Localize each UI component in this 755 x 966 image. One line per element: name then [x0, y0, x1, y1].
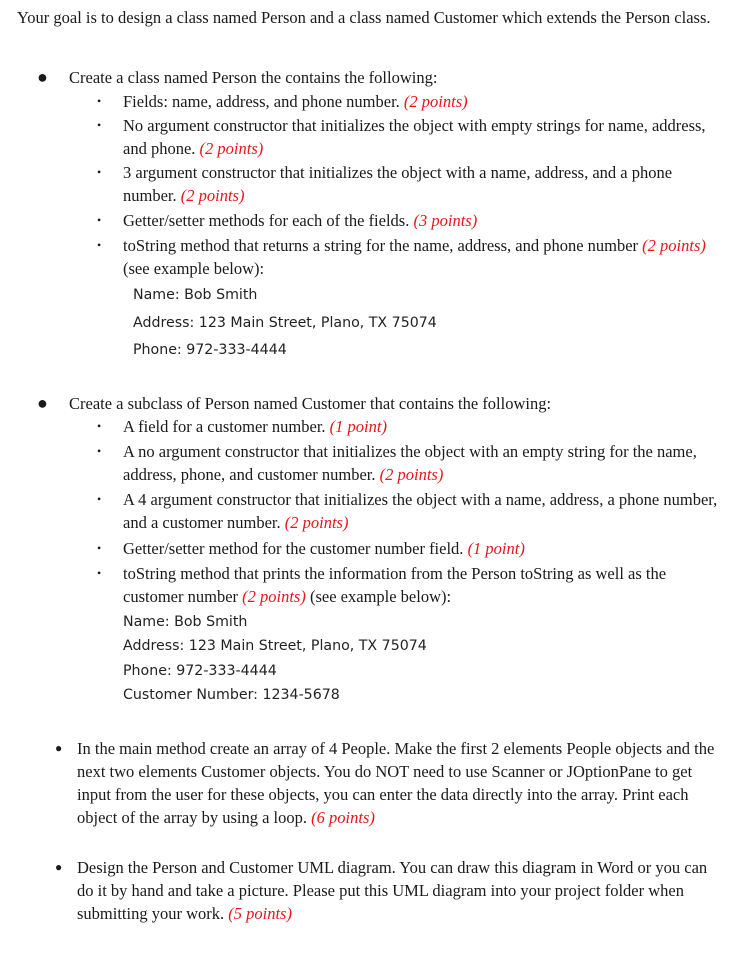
example-line: Address: 123 Main Street, Plano, TX 75074	[123, 638, 427, 654]
main-method-paragraph: In the main method create an array of 4 People. Make the first 2 elements People objects and the next two elements Customer objects. You do NOT need to use Scanner or JOptionPane to get input from the user for these objects, you can enter the data directly into the array. Print each object of the array by using a loop. (6 points)	[77, 739, 715, 827]
points-label: (5 points)	[228, 904, 292, 923]
points-label: (1 point)	[467, 539, 525, 558]
example-line: Address: 123 Main Street, Plano, TX 75074	[133, 315, 437, 331]
uml-paragraph: Design the Person and Customer UML diagram. You can draw this diagram in Word or you can do it by hand and take a picture. Please put this UML diagram into your project folder when submitting your work. (5 points)	[77, 858, 708, 923]
customer-section-heading: Create a subclass of Person named Customer that contains the following:	[69, 394, 552, 413]
customer-item: Getter/setter method for the customer number field. (1 point)	[123, 539, 525, 558]
sub-bullet-icon: •	[97, 566, 102, 580]
bullet-icon: ●	[37, 67, 48, 87]
sub-bullet-icon: •	[97, 165, 102, 179]
person-item: Getter/setter methods for each of the fields. (3 points)	[123, 211, 478, 230]
bullet-icon: ●	[55, 741, 63, 755]
person-section-heading: Create a class named Person the contains the following:	[69, 68, 438, 87]
sub-bullet-icon: •	[97, 238, 102, 252]
person-item: toString method that returns a string for the name, address, and phone number (2 points) (see example below):	[123, 236, 706, 278]
sub-bullet-icon: •	[97, 419, 102, 433]
points-label: (2 points)	[180, 186, 245, 205]
example-line: Name: Bob Smith	[133, 287, 258, 303]
example-line: Phone: 972-333-4444	[133, 342, 287, 358]
points-label: (6 points)	[311, 808, 375, 827]
bullet-icon: ●	[37, 393, 48, 413]
points-label: (2 points)	[199, 139, 264, 158]
points-label: (2 points)	[284, 513, 349, 532]
person-item: No argument constructor that initializes the object with empty strings for name, address, and phone. (2 points)	[123, 116, 706, 158]
example-line: Name: Bob Smith	[123, 614, 248, 630]
points-label: (2 points)	[379, 465, 444, 484]
points-label: (2 points)	[242, 587, 306, 606]
bullet-icon: ●	[55, 860, 63, 874]
customer-item: A field for a customer number. (1 point)	[123, 417, 387, 436]
sub-bullet-icon: •	[97, 118, 102, 132]
points-label: (3 points)	[413, 211, 478, 230]
sub-bullet-icon: •	[97, 492, 102, 506]
customer-item: A 4 argument constructor that initializes the object with a name, address, a phone number, and a customer number. (2 points)	[123, 490, 718, 532]
sub-bullet-icon: •	[97, 94, 102, 108]
intro-text: Your goal is to design a class named Person and a class named Customer which extends the Person class.	[17, 8, 711, 27]
customer-item: A no argument constructor that initializes the object with an empty string for the name, address, phone, and customer number. (2 points)	[123, 442, 697, 484]
person-item: 3 argument constructor that initializes the object with a name, address, and a phone number. (2 points)	[123, 163, 673, 205]
person-item: Fields: name, address, and phone number. (2 points)	[123, 92, 468, 111]
points-label: (2 points)	[403, 92, 468, 111]
example-line: Customer Number: 1234-5678	[123, 687, 340, 703]
points-label: (1 point)	[329, 417, 387, 436]
intro-paragraph	[17, 6, 737, 29]
sub-bullet-icon: •	[97, 213, 102, 227]
points-label: (2 points)	[642, 236, 706, 255]
sub-bullet-icon: •	[97, 444, 102, 458]
customer-item: toString method that prints the information from the Person toString as well as the customer number (2 points) (see example below):	[123, 564, 667, 606]
example-line: Phone: 972-333-4444	[123, 663, 277, 679]
sub-bullet-icon: •	[97, 541, 102, 555]
